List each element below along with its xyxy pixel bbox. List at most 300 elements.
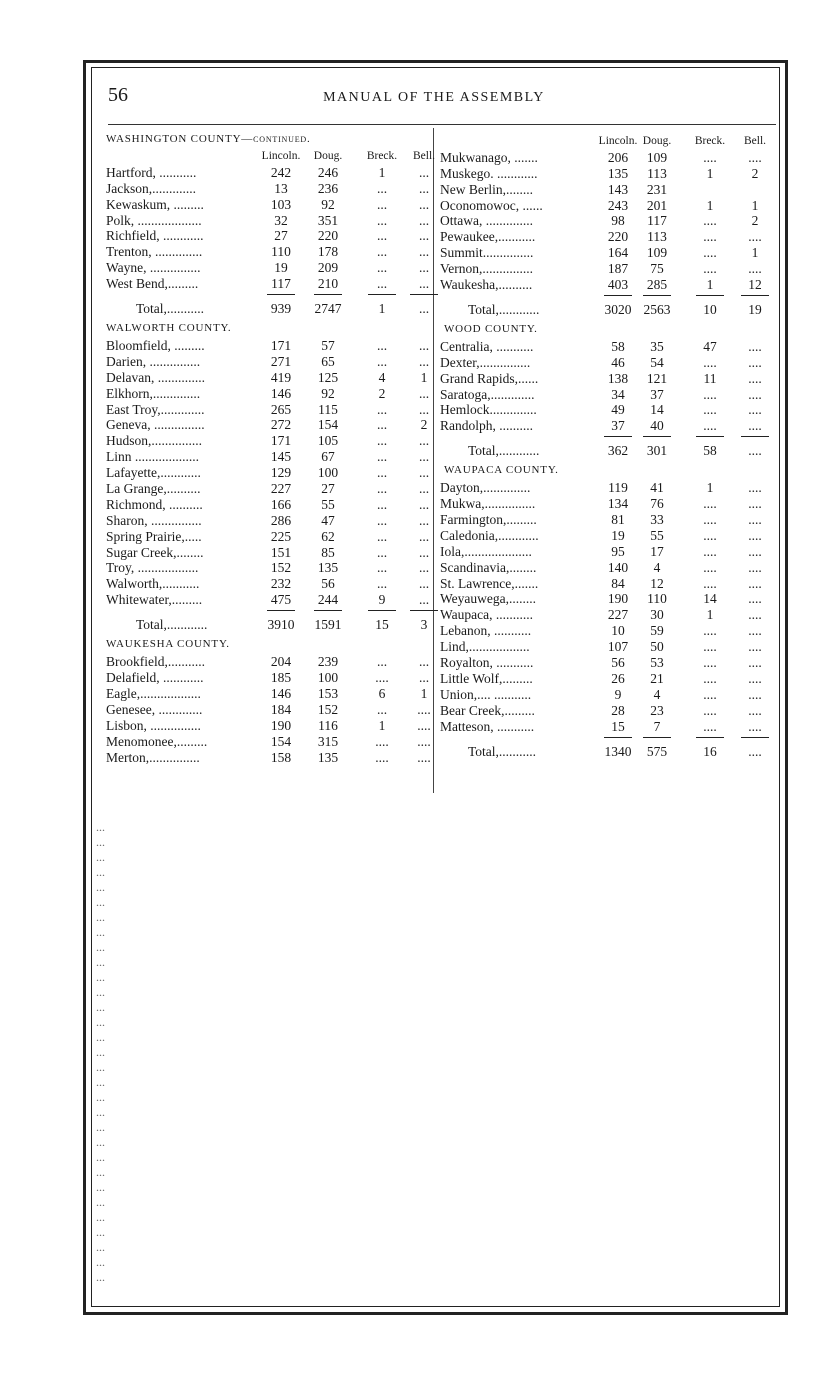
town-name: Geneva, ............... [106,417,205,433]
votes-breck: 1 [706,197,714,213]
votes-douglas: 210 [317,276,339,292]
town-name: Vernon,............... [440,261,533,277]
town-name: Waukesha,.......... [440,277,533,293]
votes-breck: 47 [703,338,717,354]
table-row [100,497,433,513]
total-label: Total,............ [468,443,540,459]
county-heading [100,130,433,149]
votes-breck: ... [376,260,388,276]
margin-dot: ... [96,1135,105,1149]
votes-douglas: 33 [650,512,664,528]
votes-bell: 1 [420,685,428,701]
votes-douglas: 2747 [314,301,342,317]
votes-douglas: 40 [650,418,664,434]
votes-breck: .... [703,229,717,245]
table-row [434,687,774,703]
votes-bell: .... [748,527,762,543]
votes-douglas: 110 [647,591,667,607]
votes-breck: .... [703,702,717,718]
town-name: Waupaca, ........... [440,607,534,623]
column-header-breck: Breck. [366,150,398,162]
county-heading [434,461,774,480]
table-row [434,671,774,687]
county-heading [100,635,433,654]
margin-dot: ... [96,1225,105,1239]
votes-douglas: 113 [647,229,667,245]
total-rule [434,434,774,441]
votes-douglas: 59 [650,623,664,639]
county-heading-text: WAUPACA COUNTY. [444,464,559,477]
votes-douglas: 4 [653,559,661,575]
votes-lincoln: 119 [608,480,628,496]
votes-lincoln: 232 [270,576,292,592]
votes-douglas: 35 [650,338,664,354]
table-row [434,512,774,528]
votes-bell: .... [748,496,762,512]
running-head: MANUAL OF THE ASSEMBLY [323,90,545,105]
table-row [434,371,774,387]
votes-douglas: 76 [650,496,664,512]
total-rule-segment [696,295,724,296]
votes-douglas: 201 [646,197,668,213]
town-name: Linn ................... [106,449,199,465]
margin-dot: ... [96,1060,105,1074]
votes-douglas: 109 [646,245,668,261]
town-name: Sugar Creek,........ [106,544,204,560]
table-row [434,591,774,607]
votes-douglas: 121 [646,370,668,386]
table-row [434,480,774,496]
votes-lincoln: 184 [270,701,292,717]
town-name: Menomonee,......... [106,733,208,749]
table-row [434,213,774,229]
town-name: Brookfield,........... [106,654,205,670]
votes-bell: 19 [748,301,762,317]
town-name: Darien, ............... [106,353,201,369]
votes-bell: .... [748,639,762,655]
votes-bell: ... [418,592,430,608]
votes-douglas: 113 [647,165,667,181]
votes-bell: 2 [751,213,759,229]
table-row [100,449,433,465]
margin-dot: ... [96,1090,105,1104]
table-row [100,670,433,686]
votes-douglas: 92 [321,196,335,212]
table-row [100,465,433,481]
column-header-douglas: Doug. [642,135,672,147]
votes-breck: .... [703,149,717,165]
table-row [434,150,774,166]
margin-dot: ... [96,1240,105,1254]
town-name: East Troy,............. [106,401,205,417]
votes-breck: ... [376,560,388,576]
votes-douglas: 351 [317,212,339,228]
town-name: Genesee, ............. [106,701,203,717]
votes-breck: 1 [706,480,714,496]
votes-douglas: 27 [321,481,335,497]
votes-lincoln: 152 [270,560,292,576]
town-name: Eagle,.................. [106,685,201,701]
table-row [434,355,774,371]
column-header-douglas: Doug. [313,150,343,162]
votes-breck: ... [376,417,388,433]
votes-bell: ... [418,528,430,544]
votes-bell: .... [748,670,762,686]
table-row [434,339,774,355]
margin-dot: ... [96,1000,105,1014]
votes-douglas: 315 [317,733,339,749]
votes-douglas: 67 [321,449,335,465]
margin-dot: ... [96,820,105,834]
votes-bell: ... [418,164,430,180]
votes-douglas: 92 [321,385,335,401]
total-label: Total,........... [136,301,205,317]
votes-douglas: 231 [646,181,668,197]
votes-breck: .... [703,718,717,734]
votes-breck: .... [703,670,717,686]
votes-bell: .... [748,575,762,591]
table-row [434,719,774,735]
table-row [434,639,774,655]
town-name: Spring Prairie,..... [106,528,202,544]
votes-douglas: 135 [317,560,339,576]
votes-lincoln: 26 [611,670,625,686]
votes-lincoln: 164 [607,245,629,261]
votes-breck: 9 [378,592,386,608]
votes-breck: .... [703,418,717,434]
votes-douglas: 54 [650,354,664,370]
town-name: Elkhorn,.............. [106,385,201,401]
margin-dot: ... [96,865,105,879]
column-headers [100,149,436,165]
votes-breck: ... [376,512,388,528]
votes-bell: ... [418,385,430,401]
total-rule-segment [696,436,724,437]
votes-douglas: 21 [650,670,664,686]
votes-bell: .... [748,370,762,386]
table-row [100,213,433,229]
left-column [100,130,436,765]
votes-lincoln: 265 [270,401,292,417]
votes-bell: ... [418,433,430,449]
votes-breck: ... [376,212,388,228]
votes-breck: 10 [703,301,717,317]
votes-douglas: 1591 [314,617,342,633]
town-name: Iola,.................... [440,543,532,559]
town-name: Summit............... [440,245,534,261]
table-row [434,402,774,418]
total-rule-segment [267,610,295,611]
votes-bell: .... [748,149,762,165]
table-row [434,576,774,592]
town-name: Bear Creek,......... [440,702,535,718]
header-rule [108,124,776,125]
table-row [100,433,433,449]
votes-breck: ... [376,433,388,449]
column-headers [434,134,774,150]
votes-lincoln: 362 [607,443,629,459]
votes-lincoln: 32 [274,212,288,228]
votes-lincoln: 187 [607,261,629,277]
votes-bell: 2 [420,417,428,433]
table-row [434,623,774,639]
votes-bell: .... [748,543,762,559]
total-label: Total,............ [136,617,208,633]
votes-bell: ... [418,196,430,212]
table-row [100,686,433,702]
margin-dot: ... [96,910,105,924]
votes-bell: .... [748,354,762,370]
votes-bell: 1 [751,197,759,213]
votes-bell: ... [418,481,430,497]
votes-lincoln: 204 [270,654,292,670]
votes-bell: ... [418,244,430,260]
votes-bell: 1 [751,245,759,261]
votes-bell: .... [417,749,431,765]
town-name: Mukwa,............... [440,496,536,512]
margin-dot: ... [96,895,105,909]
votes-douglas: 285 [646,277,668,293]
town-name: Hudson,............... [106,433,203,449]
votes-breck: ... [376,276,388,292]
total-rule-segment [368,610,396,611]
votes-breck: ... [376,180,388,196]
town-name: Wayne, ............... [106,260,201,276]
margin-dot: ... [96,1270,105,1284]
votes-bell: .... [748,512,762,528]
votes-bell: ... [418,353,430,369]
votes-breck: ... [376,701,388,717]
town-name: Scandinavia,........ [440,559,537,575]
table-row [434,560,774,576]
votes-douglas: 85 [321,544,335,560]
votes-lincoln: 37 [611,418,625,434]
votes-douglas: 301 [646,443,668,459]
column-header-bell: Bell. [412,150,436,162]
county-heading-text: WALWORTH COUNTY. [106,322,232,335]
table-row [100,513,433,529]
votes-lincoln: 939 [270,301,292,317]
votes-lincoln: 151 [270,544,292,560]
votes-douglas: 12 [650,575,664,591]
votes-lincoln: 140 [607,559,629,575]
town-name: West Bend,......... [106,276,199,292]
votes-lincoln: 145 [270,449,292,465]
votes-lincoln: 185 [270,670,292,686]
town-name: Lind,.................. [440,639,530,655]
votes-breck: ... [376,496,388,512]
votes-breck: ... [376,449,388,465]
votes-bell: .... [748,443,762,459]
margin-dot: ... [96,955,105,969]
town-name: Mukwanago, ....... [440,149,538,165]
votes-bell: .... [748,402,762,418]
votes-breck: ... [376,544,388,560]
table-row [100,228,433,244]
votes-lincoln: 138 [607,370,629,386]
table-row [100,734,433,750]
votes-lincoln: 220 [607,229,629,245]
votes-lincoln: 103 [270,196,292,212]
votes-bell: .... [417,733,431,749]
total-label: Total,........... [468,743,537,759]
votes-douglas: 4 [653,686,661,702]
town-name: Richmond, .......... [106,496,203,512]
table-row [100,417,433,433]
votes-lincoln: 227 [270,481,292,497]
votes-lincoln: 3020 [604,301,632,317]
votes-douglas: 47 [321,512,335,528]
total-rule-segment [368,294,396,295]
column-header-bell: Bell. [743,135,767,147]
votes-bell: ... [418,465,430,481]
town-name: Delavan, .............. [106,369,205,385]
votes-lincoln: 225 [270,528,292,544]
votes-bell: ... [418,301,430,317]
votes-bell: .... [748,229,762,245]
votes-breck: ... [376,465,388,481]
votes-breck: 58 [703,443,717,459]
votes-breck: 11 [703,370,717,386]
votes-breck: 1 [706,277,714,293]
table-row [434,245,774,261]
right-column [434,134,774,762]
votes-bell: .... [417,701,431,717]
table-row [100,654,433,670]
votes-douglas: 100 [317,670,339,686]
county-heading-text: WASHINGTON COUNTY—continued. [106,133,311,145]
table-row [100,197,433,213]
county-heading-text: WAUKESHA COUNTY. [106,638,230,651]
votes-bell: 2 [751,165,759,181]
votes-breck: ... [376,338,388,354]
town-name: St. Lawrence,....... [440,575,539,591]
votes-douglas: 105 [317,433,339,449]
table-row [434,496,774,512]
votes-lincoln: 286 [270,512,292,528]
total-rule-segment [604,737,632,738]
town-name: Hemlock.............. [440,402,537,418]
votes-bell: ... [418,560,430,576]
margin-dot: ... [96,1045,105,1059]
votes-lincoln: 13 [274,180,288,196]
votes-lincoln: 56 [611,655,625,671]
votes-douglas: 117 [647,213,667,229]
county-heading [434,320,774,339]
total-rule-segment [314,294,342,295]
total-rule-segment [741,737,769,738]
votes-douglas: 152 [317,701,339,717]
county-heading-text: WOOD COUNTY. [444,322,538,335]
column-header-lincoln: Lincoln. [261,150,301,162]
total-rule-segment [604,295,632,296]
town-name: New Berlin,........ [440,181,533,197]
votes-breck: ... [376,353,388,369]
town-name: Troy, .................. [106,560,199,576]
town-name: Farmington,......... [440,512,537,528]
votes-lincoln: 34 [611,386,625,402]
votes-bell: ... [418,496,430,512]
votes-breck: .... [703,261,717,277]
votes-breck: 1 [378,717,386,733]
votes-bell: ... [418,576,430,592]
votes-bell: ... [418,654,430,670]
town-name: Ottawa, .............. [440,213,533,229]
votes-douglas: 575 [646,743,668,759]
votes-lincoln: 84 [611,575,625,591]
votes-lincoln: 271 [270,353,292,369]
votes-douglas: 153 [317,685,339,701]
total-rule-segment [643,436,671,437]
margin-dot: ... [96,1015,105,1029]
table-row [434,528,774,544]
town-name: Randolph, .......... [440,418,533,434]
table-row [434,387,774,403]
town-name: Royalton, ........... [440,655,534,671]
votes-bell: .... [417,717,431,733]
total-row [434,742,774,762]
total-rule-segment [643,295,671,296]
votes-douglas: 50 [650,639,664,655]
votes-lincoln: 28 [611,702,625,718]
table-row [434,261,774,277]
votes-breck: 1 [706,607,714,623]
table-row [434,229,774,245]
town-name: Whitewater,......... [106,592,203,608]
town-name: Lisbon, ............... [106,717,201,733]
votes-lincoln: 206 [607,149,629,165]
votes-douglas: 30 [650,607,664,623]
votes-bell: .... [748,261,762,277]
total-rule-segment [314,610,342,611]
votes-douglas: 236 [317,180,339,196]
votes-bell: ... [418,212,430,228]
margin-dot: ... [96,835,105,849]
margin-dot: ... [96,925,105,939]
votes-breck: ... [376,481,388,497]
votes-lincoln: 227 [607,607,629,623]
total-row [434,441,774,461]
town-name: Hartford, ........... [106,164,197,180]
margin-dot: ... [96,1105,105,1119]
table-row [434,703,774,719]
town-name: Centralia, ........... [440,338,534,354]
table-row [100,702,433,718]
votes-bell: .... [748,559,762,575]
votes-breck: 6 [378,685,386,701]
votes-lincoln: 49 [611,402,625,418]
votes-breck: .... [703,623,717,639]
votes-bell: .... [748,386,762,402]
total-row [100,615,433,635]
votes-bell: .... [748,607,762,623]
votes-lincoln: 27 [274,228,288,244]
table-row [100,165,433,181]
margin-dot: ... [96,1210,105,1224]
town-name: Richfield, ............ [106,228,204,244]
table-row [100,529,433,545]
votes-bell: ... [418,544,430,560]
votes-douglas: 53 [650,655,664,671]
table-row [100,370,433,386]
votes-lincoln: 1340 [604,743,632,759]
margin-dot: ... [96,1120,105,1134]
votes-breck: 1 [378,164,386,180]
town-name: Dexter,............... [440,354,531,370]
votes-lincoln: 190 [607,591,629,607]
votes-bell: ... [418,276,430,292]
votes-douglas: 41 [650,480,664,496]
